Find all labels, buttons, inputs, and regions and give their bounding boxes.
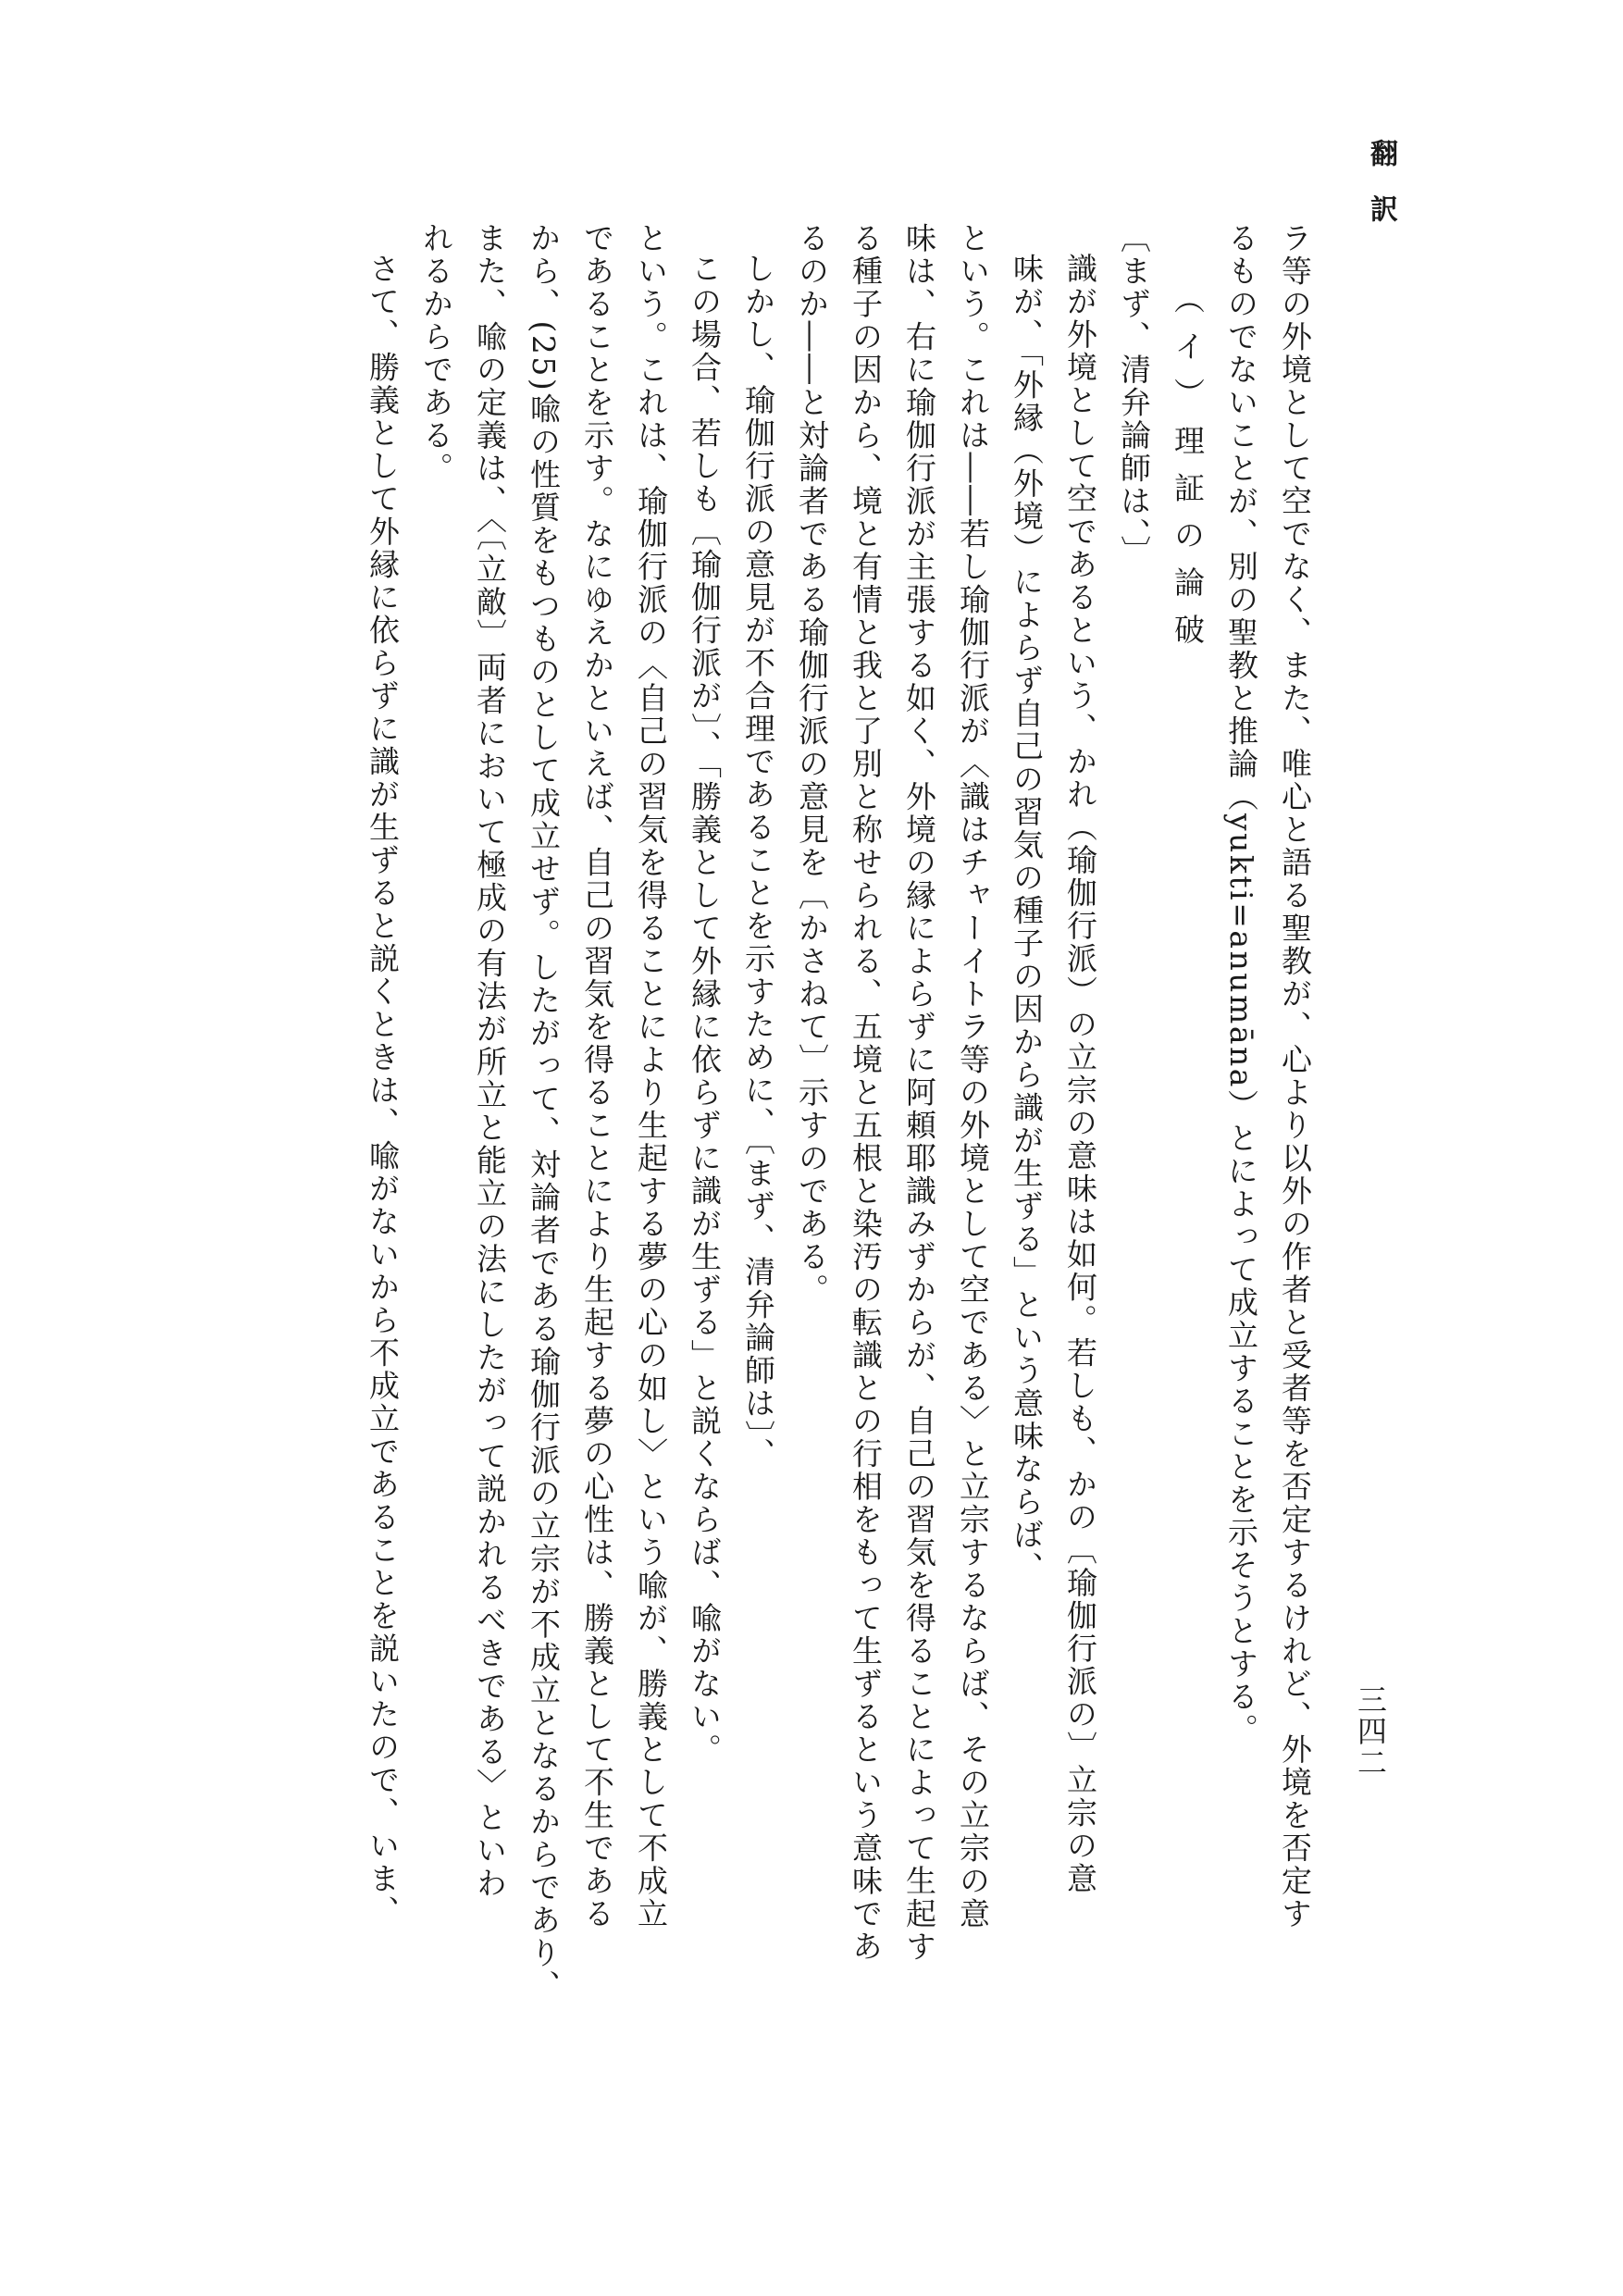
text-line: しかし、瑜伽行派の意見が不合理であることを示すために、〔まず、清弁論師は〕、 bbox=[740, 253, 776, 1471]
text-line: ラ等の外境として空でなく、また、唯心と語る聖教が、心より以外の作者と受者等を否定するけれど、外境を否定す bbox=[1277, 222, 1313, 1930]
text-line: るのか――と対論者である瑜伽行派の意見を〔かさねて〕示すのである。 bbox=[794, 222, 830, 1307]
running-header-title: 翻訳 bbox=[1365, 139, 1397, 250]
page-number: 三四二 bbox=[1353, 1684, 1388, 1779]
text-line: であることを示す。なにゆえかといえば、自己の習気を得ることにより生起する夢の心性は、勝義として不生である bbox=[579, 222, 615, 1930]
section-heading: （イ）理証の論破 bbox=[1170, 283, 1206, 661]
text-line: 味が、「外縁（外境）によらず自己の習気の種子の因から識が生ずる」という意味ならば、 bbox=[1009, 253, 1045, 1584]
text-line: 識が外境として空であるという、かれ（瑜伽行派）の立宗の意味は如何。若しも、かの〔瑜伽行派の〕立宗の意 bbox=[1062, 253, 1098, 1895]
text-line: さて、勝義として外縁に依らずに識が生ずると説くときは、喩がないから不成立であることを説いたので、いま、 bbox=[365, 253, 401, 1929]
body-text bbox=[365, 222, 1321, 2027]
text-line: から、(25)喩の性質をもつものとして成立せず。したがって、対論者である瑜伽行派の立宗が不成立となるからであり、 bbox=[526, 222, 562, 2003]
text-line: るものでないことが、別の聖教と推論（yukti=anumāna）とによって成立することを示そうとする。 bbox=[1223, 222, 1259, 1746]
text-line: 味は、右に瑜伽行派が主張する如く、外境の縁によらずに阿頼耶識みずからが、自己の習気を得ることによって生起す bbox=[901, 222, 937, 1964]
text-line: れるからである。 bbox=[418, 222, 454, 485]
text-line: という。これは――若し瑜伽行派が〈識はチャーイトラ等の外境として空である〉と立宗するならば、その立宗の意 bbox=[955, 222, 991, 1930]
text-line: 〔まず、清弁論師は、〕 bbox=[1116, 222, 1152, 568]
text-line: る種子の因から、境と有情と我と了別と称せられる、五境と五根と染汚の転識との行相をもって生ずるという意味であ bbox=[848, 222, 884, 1964]
text-line: また、喩の定義は、〈〔立敵〕両者において極成の有法が所立と能立の法にしたがって説かれるべきである〉といわ bbox=[472, 222, 508, 1900]
text-line: この場合、若しも〔瑜伽行派が〕、「勝義として外縁に依らずに識が生ずる」と説くならば、喩がない。 bbox=[687, 253, 723, 1767]
text-line: という。これは、瑜伽行派の〈自己の習気を得ることにより生起する夢の心の如し〉という喩が、勝義として不成立 bbox=[633, 222, 669, 1930]
